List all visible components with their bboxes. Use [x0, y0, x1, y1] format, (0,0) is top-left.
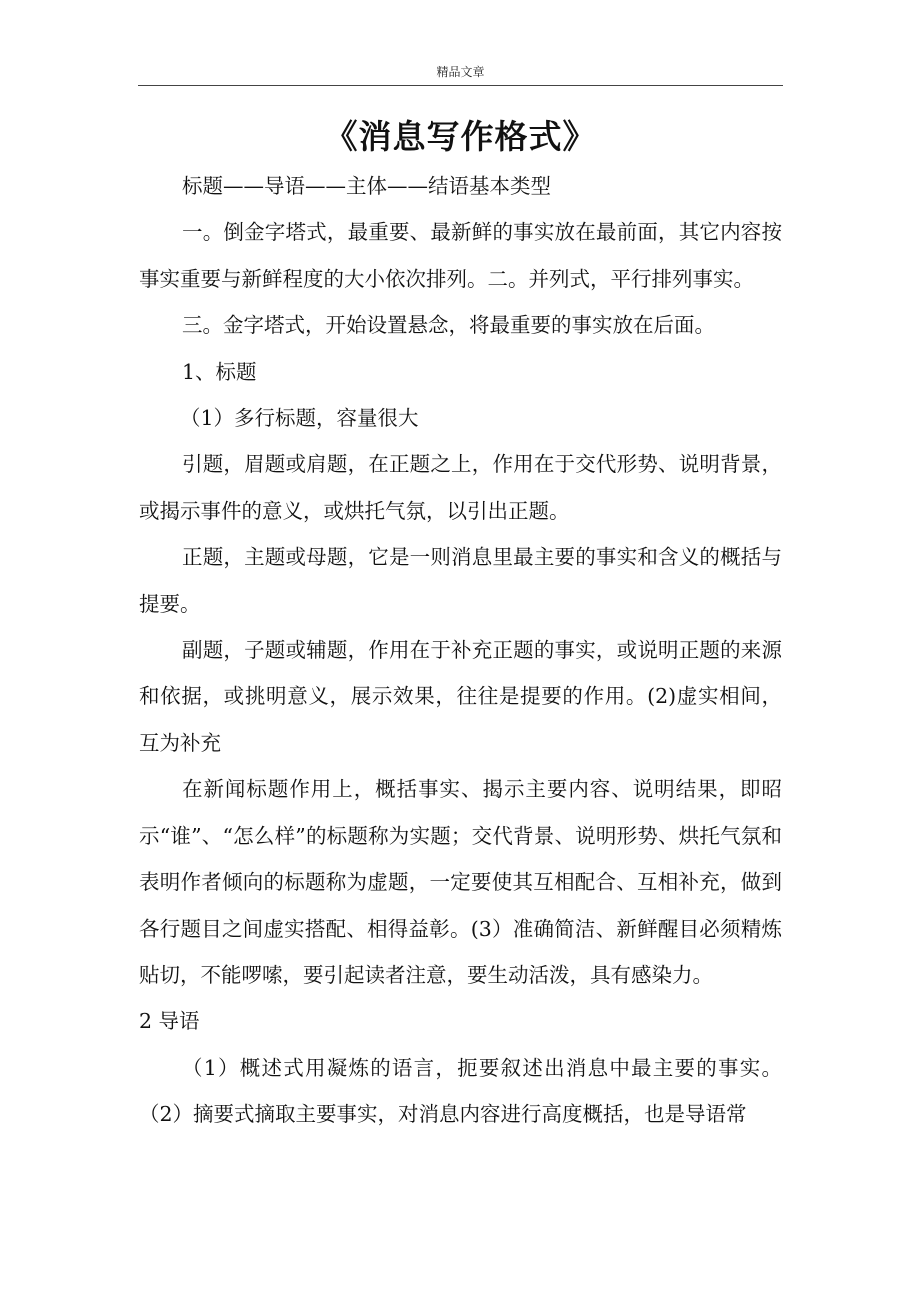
section-heading-title: 1、标题 — [182, 359, 257, 384]
paragraph-structure: 标题——导语——主体——结语基本类型 — [182, 174, 551, 198]
paragraph-lead-types: （1）概述式用凝炼的语言，扼要叙述出消息中最主要的事实。（2）摘要式摘取主要事实，对消息内容进行高度概括，也是导语常 — [139, 1055, 782, 1127]
paragraph-main-title: 正题，主题或母题，它是一则消息里最主要的事实和含义的概括与提要。 — [139, 545, 782, 616]
document-body — [139, 163, 782, 1138]
header-divider — [138, 85, 783, 86]
paragraph-lead-title: 引题，眉题或肩题，在正题之上，作用在于交代形势、说明背景，或揭示事件的意义，或烘托气氛，以引出正题。 — [139, 452, 782, 523]
subheading-multiline-title: （1）多行标题，容量很大 — [180, 406, 419, 431]
paragraph-subtitle: 副题，子题或辅题，作用在于补充正题的事实，或说明正题的来源和依据，或挑明意义，展示效果，往往是提要的作用。(2)虚实相间，互为补充 — [139, 638, 782, 755]
page-header: 精品文章 — [436, 65, 485, 79]
paragraph-inverted-pyramid: 一。倒金字塔式，最重要、最新鲜的事实放在最前面，其它内容按事实重要与新鲜程度的大小依次排列。二。并列式，平行排列事实。 — [139, 220, 782, 291]
paragraph-pyramid: 三。金字塔式，开始设置悬念，将最重要的事实放在后面。 — [182, 313, 715, 338]
paragraph-real-virtual-title: 在新闻标题作用上，概括事实、揭示主要内容、说明结果，即昭示“谁”、“怎么样”的标题称为实题；交代背景、说明形势、烘托气氛和表明作者倾向的标题称为虚题，一定要使其互相配合、互相补充，做到各行题目之间虚实搭配、相得益彰。(3）准确简洁、新鲜醒目必须精炼贴切，不能啰嗦，要引起读者注意，要生动活泼，具有感染力。 — [139, 777, 782, 987]
document-title: 《消息写作格式》 — [324, 117, 597, 156]
section-heading-lead: 2 导语 — [139, 1009, 200, 1034]
